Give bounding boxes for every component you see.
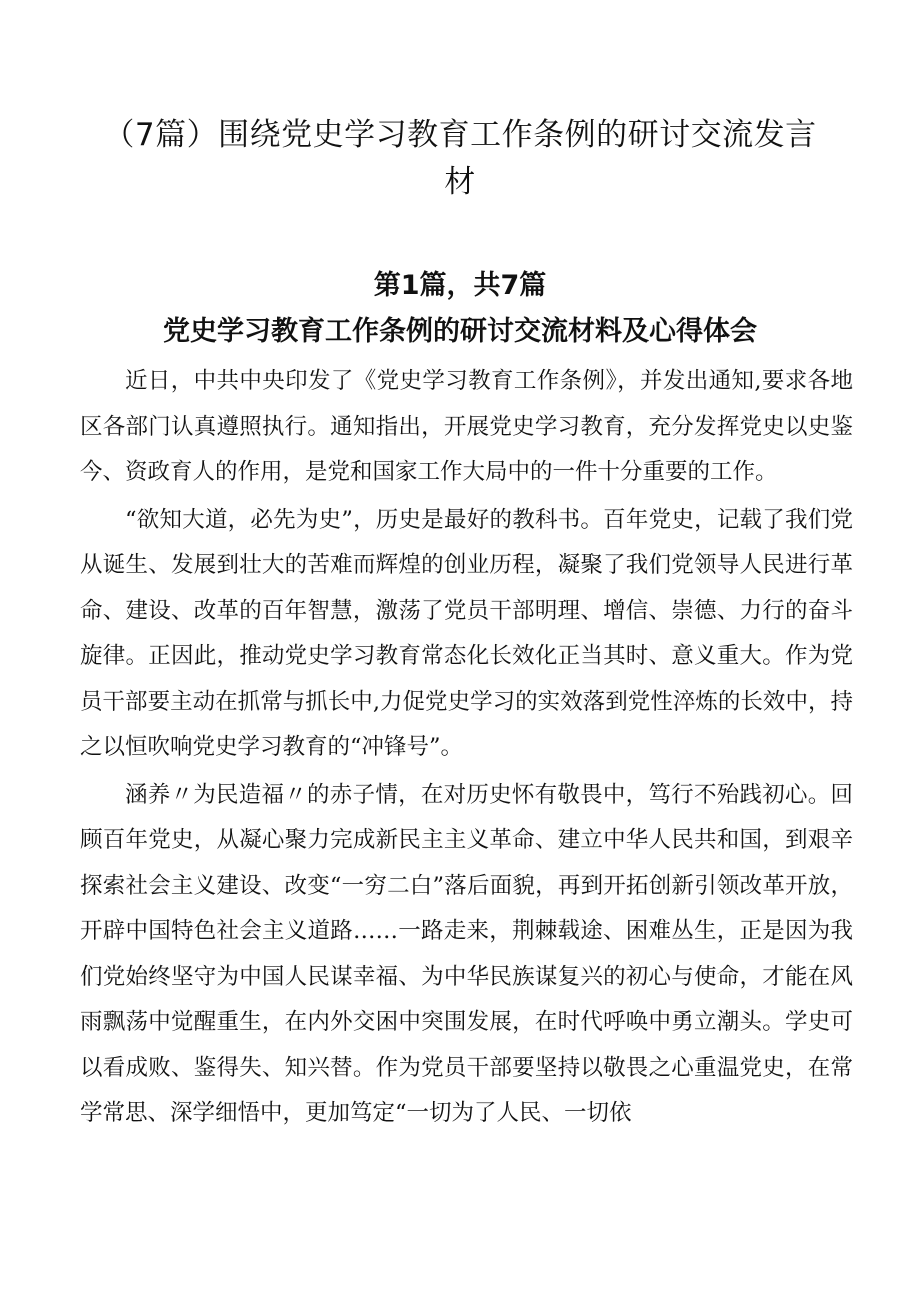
document-title-line-2: 材 <box>444 164 476 200</box>
paragraph-3: 涵养〃为民造福〃的赤子情，在对历史怀有敬畏中，笃行不殆践初心。回顾百年党史，从凝心聚力完成新民主主义革命、建立中华人民共和国，到艰辛探索社会主义建设、改变“一穷二白”落后面貌，再到开拓创新引领改革开放，开辟中国特色社会主义道路……一路走来，荆棘载途、困难丛生，正是因为我们党始终坚守为中国人民谋幸福、为中华民族谋复兴的初心与使命，才能在风雨飘荡中觉醒重生，在内外交困中突围发展，在时代呼唤中勇立潮头。学史可以看成败、鉴得失、知兴替。作为党员干部要坚持以敬畏之心重温党史，在常学常思、深学细悟中，更加笃定“一切为了人民、一切依 <box>80 781 853 1126</box>
document-title-line-1: （7篇）围绕党史学习教育工作条例的研讨交流发言 <box>103 117 817 153</box>
document-title <box>80 112 840 206</box>
paragraph-2: “欲知大道，必先为史”，历史是最好的教科书。百年党史，记载了我们党从诞生、发展到壮大的苦难而辉煌的创业历程，凝聚了我们党领导人民进行革命、建设、改革的百年智慧，激荡了党员干部明理、增信、崇德、力行的奋斗旋律。正因此，推动党史学习教育常态化长效化正当其时、意义重大。作为党员干部要主动在抓常与抓长中,力促党史学习的实效落到党性淬炼的长效中，持之以恒吹响党史学习教育的“冲锋号”。 <box>80 506 853 760</box>
body-text <box>80 359 853 1137</box>
part-heading: 第1篇，共7篇 <box>373 270 547 301</box>
paragraph-1: 近日，中共中央印发了《党史学习教育工作条例》，并发出通知,要求各地区各部门认真遵照执行。通知指出，开展党史学习教育，充分发挥党史以史鉴今、资政育人的作用，是党和国家工作大局中的一件十分重要的工作。 <box>80 368 853 485</box>
section-subheading: 党史学习教育工作条例的研讨交流材料及心得体会 <box>163 316 757 347</box>
